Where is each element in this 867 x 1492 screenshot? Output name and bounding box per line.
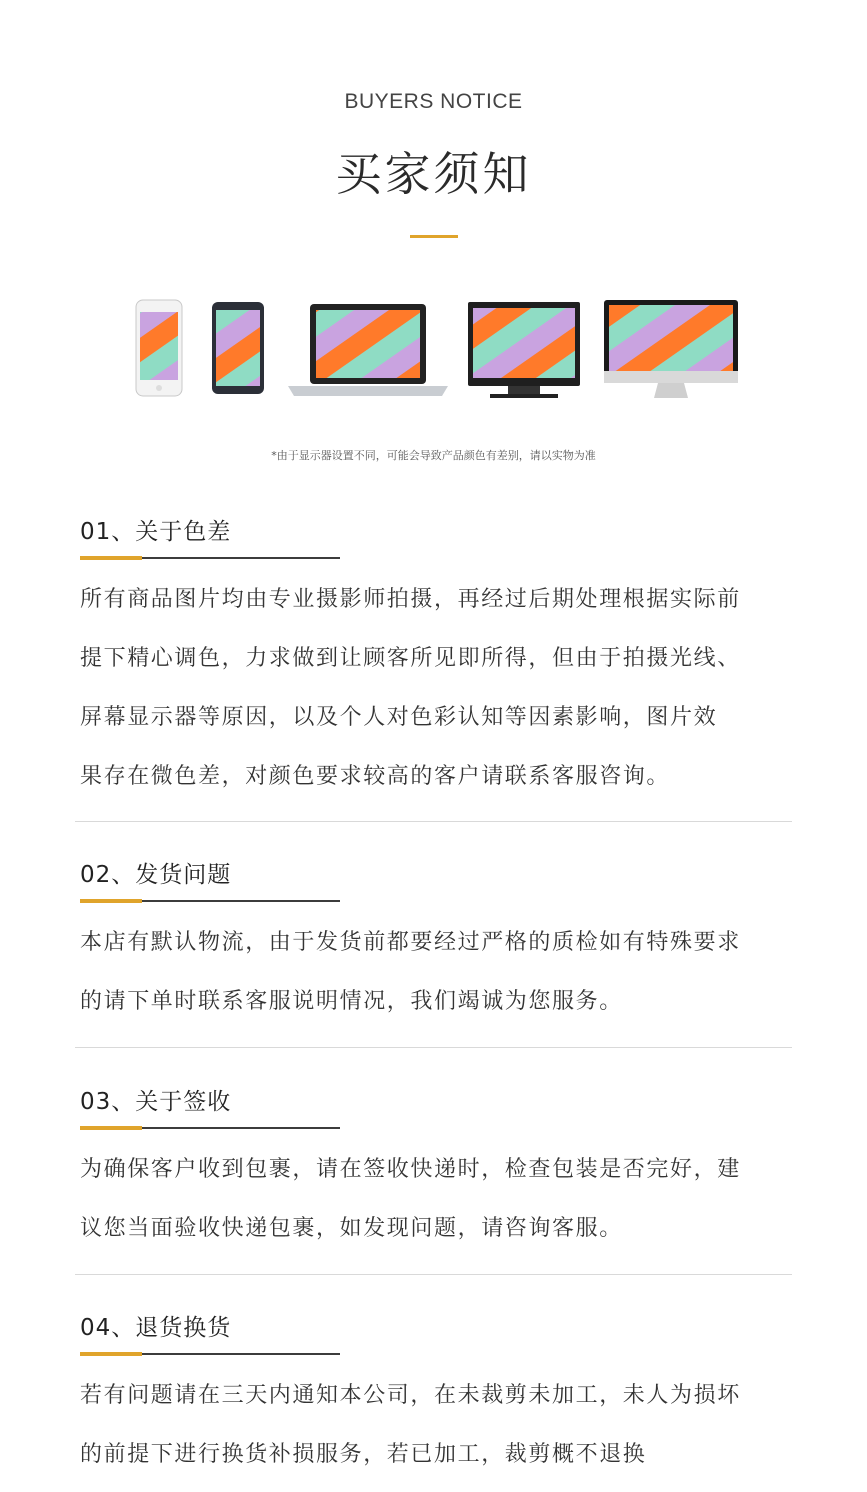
- devices-illustration: [130, 296, 750, 416]
- header-title-cn: 买家须知: [335, 147, 532, 201]
- body-line: 的前提下进行换货补损服务，若已加工，裁剪概不退换: [80, 1442, 647, 1467]
- section-divider: [75, 1047, 792, 1048]
- body-line: 若有问题请在三天内通知本公司，在未裁剪未加工，未人为损坏: [80, 1383, 741, 1408]
- body-line: 屏幕显示器等原因，以及个人对色彩认知等因素影响，图片效: [80, 705, 718, 730]
- body-line: 所有商品图片均由专业摄影师拍摄，再经过后期处理根据实际前: [80, 587, 741, 612]
- monitor-icon: [468, 302, 580, 398]
- body-line: 本店有默认物流，由于发货前都要经过严格的质检如有特殊要求: [80, 930, 741, 955]
- phone-dark-icon: [212, 302, 264, 394]
- phone-white-icon: [136, 300, 182, 396]
- section-shipping: [80, 860, 820, 1031]
- header-title-en: BUYERS NOTICE: [344, 90, 523, 113]
- section-title-rule: [80, 900, 340, 902]
- section-returns: [80, 1313, 820, 1484]
- imac-icon: [604, 300, 738, 398]
- body-line: 的请下单时联系客服说明情况，我们竭诚为您服务。: [80, 989, 623, 1014]
- body-line: 果存在微色差，对颜色要求较高的客户请联系客服咨询。: [80, 764, 671, 789]
- section-title-rule: [80, 1127, 340, 1129]
- laptop-icon: [288, 304, 448, 396]
- section-title-rule: [80, 1353, 340, 1355]
- section-receipt: [80, 1087, 820, 1258]
- section-body: [80, 913, 820, 1031]
- section-divider: [75, 1274, 792, 1275]
- section-body: [80, 570, 820, 806]
- section-title: 04、退货换货: [80, 1315, 232, 1341]
- color-disclaimer: *由于显示器设置不同，可能会导致产品颜色有差别，请以实物为准: [271, 449, 596, 462]
- section-title: 01、关于色差: [80, 519, 232, 545]
- body-line: 提下精心调色，力求做到让顾客所见即所得，但由于拍摄光线、: [80, 646, 741, 671]
- section-divider: [75, 821, 792, 822]
- header-accent-rule: [410, 235, 458, 238]
- body-line: 为确保客户收到包裹，请在签收快递时，检查包装是否完好，建: [80, 1157, 741, 1182]
- section-title: 03、关于签收: [80, 1089, 232, 1115]
- body-line: 议您当面验收快递包裹，如发现问题，请咨询客服。: [80, 1216, 623, 1241]
- section-title-rule: [80, 557, 340, 559]
- section-title: 02、发货问题: [80, 862, 232, 888]
- section-body: [80, 1366, 820, 1484]
- section-color-difference: [80, 517, 820, 806]
- section-body: [80, 1140, 820, 1258]
